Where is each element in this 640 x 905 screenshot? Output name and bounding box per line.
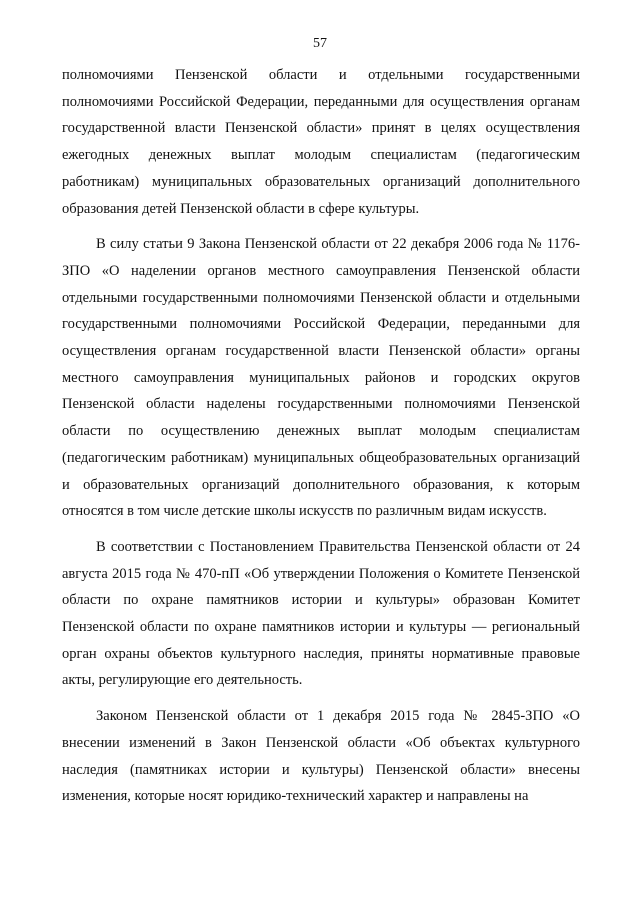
page-number: 57 [313,36,327,51]
paragraph-committee-resolution: В соответствии с Постановлением Правительства Пензенской области от 24 августа 2015 года № 470-пП «Об утверждении Положения о Комитете Пензенской области по охране памятников истории и культуры» образован Комитет Пензенской области по охране памятников истории и культуры — региональный орган охраны объектов культурного наследия, приняты нормативные правовые акты, регулирующие его деятельность. [62,538,580,689]
paragraph-continuation: полномочиями Пензенской области и отдельными государственными полномочиями Российской Федерации, переданными для осуществления органам государственной власти Пензенской области» принят в целях осуществления ежегодных денежных выплат молодым специалистам (педагогическим работникам) муниципальных образовательных организаций дополнительного образования детей Пензенской области в сфере культуры. [62,67,580,217]
paragraph-law-amendments: Законом Пензенской области от 1 декабря 2015 года № 2845-ЗПО «О внесении изменений в Закон Пензенской области «Об объектах культурного наследия (памятниках истории и культуры) Пензенской области» внесены изменения, которые носят юридико-технический характер и направлены на [62,708,580,805]
paragraph-article-9: В силу статьи 9 Закона Пензенской области от 22 декабря 2006 года № 1176-ЗПО «О наделении органов местного самоуправления Пензенской области отдельными государственными полномочиями Пензенской области и отдельными государственными полномочиями Российской Федерации, переданными для осуществления органам государственной власти Пензенской области» органы местного самоуправления муниципальных районов и городских округов Пензенской области наделены государственными полномочиями Пензенской области по осуществлению денежных выплат молодым специалистам (педагогическим работникам) муниципальных общеобразовательных организаций и образовательных организаций дополнительного образования, к которым относятся в том числе детские школы искусств по различным видам искусств. [62,236,580,520]
document-body [62,62,580,810]
